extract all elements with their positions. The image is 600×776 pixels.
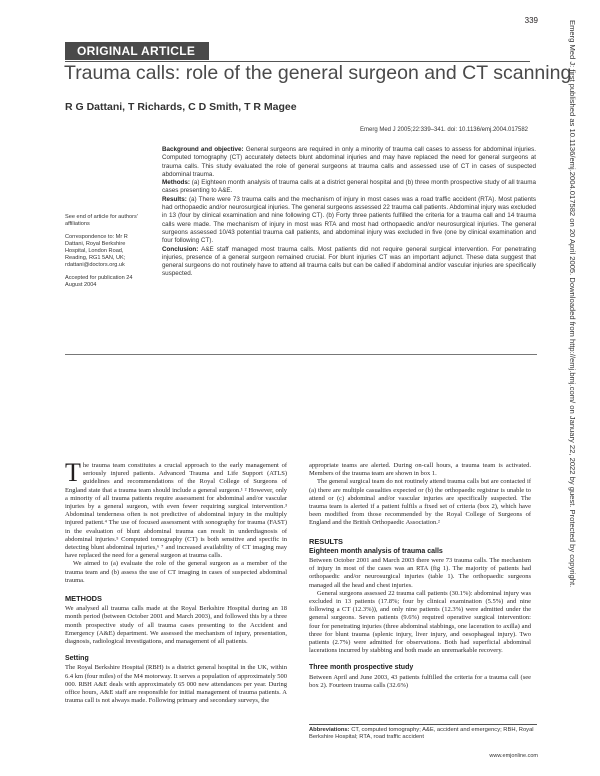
abstract-methods xyxy=(162,179,536,196)
aims-paragraph: We aimed to (a) evaluate the role of the general surgeon as a member of the trauma team and (b) assess the use of CT imaging in cases of suspected abdominal trauma. xyxy=(65,560,287,584)
citation-line: Emerg Med J 2005;22:339–341. doi: 10.1136/emj.2004.017582 xyxy=(359,127,528,133)
results-paragraph-1: Between October 2001 and March 2003 there were 73 trauma calls. The mechanism of injury in most of the cases was an RTA (fig 1). The majority of patients had orthopaedic and/or neurosurgical injuries (table 1). The orthopaedic surgeons managed all the head and chest injuries. xyxy=(309,557,531,589)
abstract-conclusion xyxy=(162,246,536,279)
abbreviations-text: CT, computed tomography; A&E, accident and emergency; RBH, Royal Berkshire Hospital; RTA, road traffic accident xyxy=(309,727,534,741)
setting-heading: Setting xyxy=(65,655,89,663)
abstract-background xyxy=(162,146,536,179)
footer-url: www.emjonline.com xyxy=(489,753,538,759)
correspondence-note: Correspondence to: Mr R Dattani, Royal Berkshire Hospital, London Road, Reading, RG1 5AN, UK; rdattani@doctors.org.uk xyxy=(65,234,128,268)
methods-label: Methods: xyxy=(162,179,190,187)
abstract-rule xyxy=(65,354,537,355)
results-subheading: Eighteen month analysis of trauma calls xyxy=(309,547,443,555)
vertical-sidebar xyxy=(566,20,578,740)
results-label: Results: xyxy=(162,195,187,203)
article-title: Trauma calls: role of the general surgeon and CT scanning xyxy=(64,62,572,84)
methods-heading: METHODS xyxy=(65,594,102,604)
vertical-sidebar-text: Emerg Med J: first published as 10.1136/emj.2004.017582 on 20 April 2005. Downloaded from http://emj.bmj.com/ on January 22, 2022 by guest. Protected by copyright. xyxy=(568,20,577,588)
abbreviations-label: Abbreviations: xyxy=(309,727,350,733)
continued-paragraph: appropriate teams are alerted. During on-call hours, a trauma team is activated. Members of the trauma team are shown in box 1. xyxy=(309,462,531,478)
results-text: (a) There were 73 trauma calls and the mechanism of injury in most cases was a road traffic accident (RTA). Most patients had orthopaedic and/or neurosurgical injuries. The general surgeons assessed 22 trauma call patients. Abdominal injury was excluded in 13 (four by clinical examination and nine following CT). (b) Forty three patients fulfilled the criteria for a trauma call and 14 trauma calls were made. The mechanism of injury in most was RTA and most had orthopaedic and/or neurosurgical injuries. The general surgeons assessed 10/43 potential trauma call patients, and abdominal injury was excluded in five (one by clinical examination and four following CT). xyxy=(162,195,537,245)
prospective-paragraph: Between April and June 2003, 43 patients fulfilled the criteria for a trauma call (see box 2). Fourteen trauma calls (32.6%) xyxy=(309,673,531,689)
body-column-left xyxy=(65,458,287,705)
background-text: General surgeons are required in only a minority of trauma call cases to assess for abdominal injuries. Computed tomography (CT) accurately detects blunt abdominal injuries and may have replaced the need for general surgeons at trauma calls. This study evaluated the role of general surgeons at trauma calls and assessed use of CT in cases of suspected abdominal trauma. xyxy=(162,146,537,178)
side-notes xyxy=(65,214,147,295)
drop-cap: T xyxy=(65,458,81,487)
abbreviations-rule xyxy=(309,724,537,725)
intro-text: he trauma team constitutes a crucial approach to the early management of seriously injured patients. Advanced Trauma and Life Support (ATLS) guidelines and recommendations of the Royal College of Surgeons of England state that a trauma team should include a general surgeon.¹ ² However, only a minority of all trauma patients require assessment for abdominal and/or vascular injuries by a general surgeon, with even fewer requiring surgical intervention.³ Abdominal tenderness often is not predictive of abdominal injury in the multiply injured patient.⁴ The use of focused assessment with sonography for trauma (FAST) in the evaluation of blunt abdominal trauma can result in underdiagnosis of abdominal injuries.⁵ Computed tomography (CT) is both sensitive and specific in detecting blunt abdominal injuries,⁶ ⁷ and increased availability of CT imaging may have replaced the need for a general surgeon at trauma calls. xyxy=(65,462,287,560)
results-heading: RESULTS xyxy=(309,536,343,546)
prospective-heading: Three month prospective study xyxy=(309,664,414,672)
body-column-right xyxy=(309,462,531,690)
page-number: 339 xyxy=(524,16,538,25)
setting-paragraph: The Royal Berkshire Hospital (RBH) is a district general hospital in the UK, within 6.4 km (four miles) of the M4 motorway. It serves a population of approximately 500 000. RBH A&E deals with approximately 65 000 new attendances per year. During office hours, A&E staff are responsible for initial management of trauma patients. A trauma call is not always made. Following primary and secondary surveys, the xyxy=(65,664,287,705)
results-paragraph-2: General surgeons assessed 22 trauma call patients (30.1%): abdominal injury was excluded in 13 patients (17.8%; four by clinical examination (5.5%) and nine following a CT (12.3%)), and only nine patients (12.3%) were admitted under the general surgeons. Seven patients (9.6%) required operative surgical intervention: four for penetrating injuries (three abdominal stabbings, one laceration to axilla) and three for blunt trauma (splenic injury, liver injury, and oesophageal injury). Two patients (2.7%) were admitted for observations. Both had superficial abdominal lacerations incurred by stabbing and both made an unremarkable recovery. xyxy=(309,589,531,655)
methods-text: (a) Eighteen month analysis of trauma calls at a district general hospital and (b) three month prospective study of all trauma cases presenting to A&E. xyxy=(162,179,536,195)
abstract-results xyxy=(162,196,536,246)
conclusion-label: Conclusion: xyxy=(162,245,199,253)
conclusion-text: A&E staff managed most trauma calls. Most patients did not require general surgical intervention. For penetrating injuries, presence of a general surgeon remained crucial. For blunt injuries CT was an important adjunct. These data suggest that general surgeons do not routinely have to attend all trauma calls but can be called if abdominal and/or vascular injuries are specifically suspected. xyxy=(162,245,536,278)
methods-paragraph: We analysed all trauma calls made at the Royal Berkshire Hospital during an 18 month period (between October 2001 and March 2003), and followed this by a three month prospective study of all trauma cases presenting to the Accident and Emergency (A&E) department. We assessed the mechanism of injury, presentation, diagnosis, radiological investigations, and management of all patients. xyxy=(65,605,287,646)
affiliations-note: See end of article for authors' affiliations xyxy=(65,214,138,227)
abstract xyxy=(162,146,536,279)
section-badge: ORIGINAL ARTICLE xyxy=(65,42,209,60)
surgical-team-paragraph: The general surgical team do not routinely attend trauma calls but are contacted if (a) there are multiple casualties expected or (b) the orthopaedic registrar is unable to attend or (c) abdominal and/or vascular injuries are specifically suspected. The trauma team is alerted if a patient fulfils a fixed set of criteria (box 2), which have been modified from those recommended by the Royal College of Surgeons of England and the British Orthopaedic Association.² xyxy=(309,478,531,527)
abbreviations-box xyxy=(309,727,537,742)
intro-paragraph xyxy=(65,458,287,560)
accepted-note: Accepted for publication 24 August 2004 xyxy=(65,275,133,288)
background-label: Background and objective: xyxy=(162,146,244,153)
author-list: R G Dattani, T Richards, C D Smith, T R Magee xyxy=(65,101,297,113)
